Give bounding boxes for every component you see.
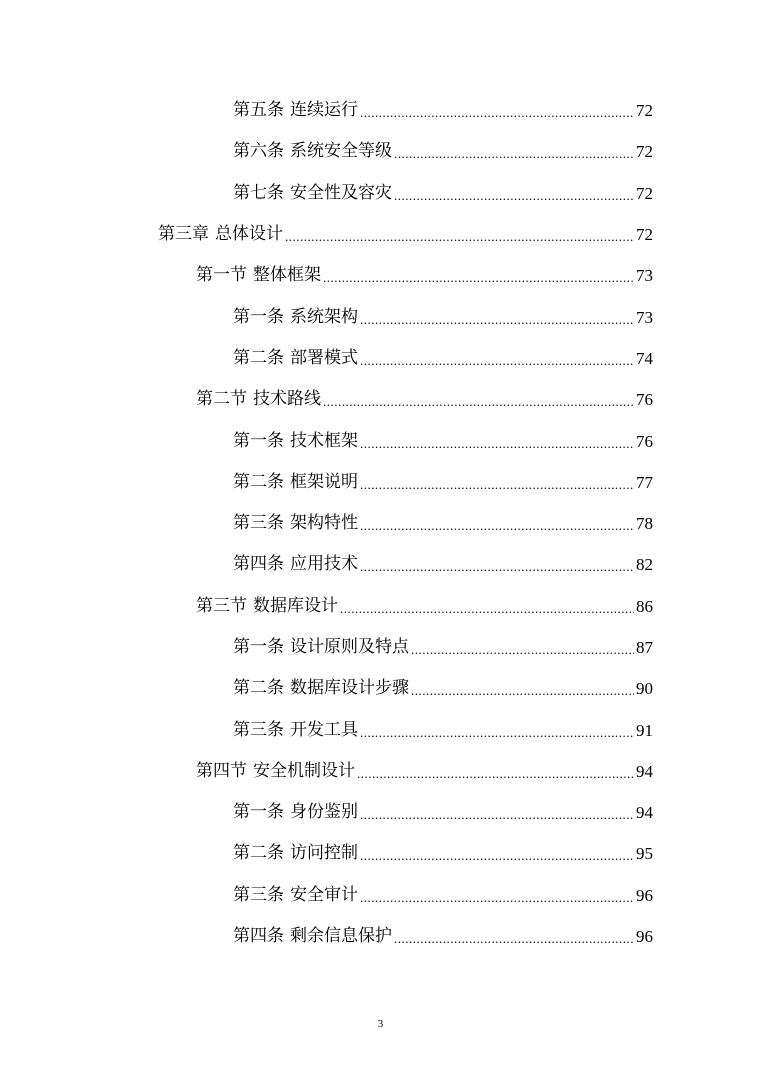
toc-entry-title: 安全机制设计 — [253, 760, 355, 781]
toc-entry-title: 数据库设计 — [253, 595, 338, 616]
toc-entry-label — [233, 928, 392, 945]
toc-entry-label — [233, 143, 392, 160]
page-number: 3 — [377, 1018, 384, 1030]
toc-entry[interactable] — [0, 379, 761, 420]
toc-entry-number: 第四条 — [233, 926, 284, 947]
toc-entry-title: 身份鉴别 — [290, 802, 358, 823]
toc-entry[interactable] — [0, 173, 761, 214]
toc-entry-label — [233, 102, 358, 119]
toc-entry[interactable] — [0, 420, 761, 461]
toc-dot-leader — [411, 639, 634, 656]
toc-entry-page: 74 — [636, 348, 653, 368]
toc-entry[interactable] — [0, 875, 761, 916]
toc-dot-leader — [323, 267, 634, 284]
toc-entry[interactable] — [0, 544, 761, 585]
table-of-contents — [0, 90, 761, 957]
toc-dot-leader — [360, 804, 634, 821]
toc-entry-label — [233, 182, 392, 203]
toc-entry-label — [233, 430, 358, 451]
toc-entry-number: 第六条 — [233, 141, 284, 162]
toc-entry-title: 总体设计 — [215, 224, 283, 245]
toc-dot-leader — [360, 887, 634, 904]
toc-dot-leader — [411, 680, 634, 697]
toc-entry-title: 连续运行 — [290, 100, 358, 121]
toc-entry-title: 设计原则及特点 — [290, 637, 409, 657]
toc-entry-number: 第一节 — [196, 265, 247, 286]
toc-entry[interactable] — [0, 833, 761, 874]
toc-entry-title: 架构特性 — [290, 513, 358, 534]
toc-entry-number: 第一条 — [233, 306, 284, 327]
toc-entry-title: 整体框架 — [253, 265, 321, 286]
toc-entry-page: 96 — [636, 927, 653, 947]
toc-entry-number: 第一条 — [233, 430, 284, 451]
toc-entry-label — [233, 845, 358, 862]
toc-entry-number: 第二条 — [233, 678, 284, 699]
toc-dot-leader — [360, 350, 634, 367]
toc-dot-leader — [394, 928, 634, 945]
toc-entry[interactable] — [0, 916, 761, 957]
toc-entry-number: 第七条 — [233, 182, 284, 203]
toc-entry-title: 部署模式 — [290, 347, 358, 368]
toc-entry-number: 第三节 — [196, 595, 247, 616]
toc-entry-page: 78 — [636, 514, 653, 534]
toc-entry-label — [233, 515, 358, 532]
toc-entry-label — [233, 804, 358, 821]
toc-dot-leader — [360, 102, 634, 119]
toc-dot-leader — [360, 309, 634, 326]
toc-entry-page: 76 — [636, 390, 653, 410]
toc-entry-number: 第二条 — [233, 471, 284, 492]
toc-entry-page: 73 — [636, 307, 653, 327]
toc-entry[interactable] — [0, 709, 761, 750]
toc-entry[interactable] — [0, 338, 761, 379]
toc-entry-title: 安全审计 — [290, 884, 358, 905]
toc-entry[interactable] — [0, 255, 761, 296]
toc-dot-leader — [360, 845, 634, 862]
toc-entry[interactable] — [0, 90, 761, 131]
toc-entry-label — [196, 267, 321, 284]
toc-dot-leader — [360, 474, 634, 491]
toc-entry-title: 安全性及容灾 — [290, 182, 392, 203]
toc-dot-leader — [360, 433, 634, 450]
toc-entry-page: 76 — [636, 431, 653, 451]
toc-entry-number: 第二条 — [233, 843, 284, 864]
toc-dot-leader — [285, 226, 634, 243]
toc-entry-label — [196, 391, 321, 408]
toc-entry-page: 86 — [636, 596, 653, 616]
toc-entry-label — [233, 719, 358, 740]
toc-entry[interactable] — [0, 214, 761, 255]
toc-entry-label — [233, 680, 409, 697]
toc-entry[interactable] — [0, 131, 761, 172]
toc-entry-number: 第三条 — [233, 719, 284, 740]
toc-entry-title: 技术路线 — [253, 389, 321, 410]
toc-entry-number: 第三章 — [158, 224, 209, 245]
toc-entry[interactable] — [0, 296, 761, 337]
toc-entry-number: 第三条 — [233, 513, 284, 534]
toc-entry-label — [233, 639, 409, 656]
toc-entry-number: 第五条 — [233, 100, 284, 121]
toc-entry-title: 数据库设计步骤 — [290, 678, 409, 699]
toc-entry[interactable] — [0, 503, 761, 544]
toc-entry-page: 72 — [636, 142, 653, 162]
toc-entry-title: 技术框架 — [290, 430, 358, 451]
toc-entry-label — [233, 884, 358, 905]
toc-entry-title: 应用技术 — [290, 554, 358, 575]
toc-entry-page: 72 — [636, 101, 653, 121]
toc-dot-leader — [360, 556, 634, 573]
toc-entry[interactable] — [0, 751, 761, 792]
toc-entry-label — [233, 556, 358, 573]
toc-entry-number: 第一条 — [233, 802, 284, 823]
toc-dot-leader — [360, 722, 634, 739]
toc-entry-number: 第四条 — [233, 554, 284, 575]
toc-entry-page: 94 — [636, 803, 653, 823]
toc-dot-leader — [394, 143, 634, 160]
toc-entry-page: 73 — [636, 266, 653, 286]
toc-entry[interactable] — [0, 668, 761, 709]
toc-entry-title: 剩余信息保护 — [290, 926, 392, 947]
toc-dot-leader — [323, 391, 634, 408]
toc-entry-title: 系统安全等级 — [290, 141, 392, 162]
toc-entry-page: 82 — [636, 555, 653, 575]
toc-entry-number: 第二节 — [196, 389, 247, 410]
toc-entry-title: 框架说明 — [290, 471, 358, 492]
toc-dot-leader — [360, 515, 634, 532]
toc-entry-number: 第一条 — [233, 637, 284, 657]
toc-entry-label — [196, 760, 355, 781]
toc-entry[interactable] — [0, 462, 761, 503]
toc-entry-label — [158, 226, 283, 243]
toc-entry-label — [233, 347, 358, 368]
toc-entry-title: 系统架构 — [290, 306, 358, 327]
toc-dot-leader — [340, 598, 634, 615]
toc-entry-page: 95 — [636, 844, 653, 864]
toc-entry[interactable] — [0, 792, 761, 833]
toc-dot-leader — [357, 763, 634, 780]
toc-entry-title: 访问控制 — [290, 843, 358, 864]
toc-dot-leader — [394, 185, 634, 202]
toc-entry-number: 第四节 — [196, 760, 247, 781]
toc-entry-number: 第二条 — [233, 347, 284, 368]
toc-entry-page: 91 — [636, 720, 653, 740]
toc-entry-page: 72 — [636, 225, 653, 245]
toc-entry-number: 第三条 — [233, 884, 284, 905]
toc-entry-title: 开发工具 — [290, 719, 358, 740]
toc-entry-page: 72 — [636, 183, 653, 203]
toc-entry-page: 94 — [636, 761, 653, 781]
toc-entry-page: 90 — [636, 679, 653, 699]
toc-entry[interactable] — [0, 586, 761, 627]
toc-entry-label — [233, 306, 358, 327]
toc-entry-page: 87 — [636, 638, 653, 657]
toc-entry[interactable] — [0, 627, 761, 668]
toc-entry-label — [196, 595, 338, 616]
toc-entry-page: 96 — [636, 885, 653, 905]
toc-entry-label — [233, 471, 358, 492]
toc-entry-page: 77 — [636, 472, 653, 492]
